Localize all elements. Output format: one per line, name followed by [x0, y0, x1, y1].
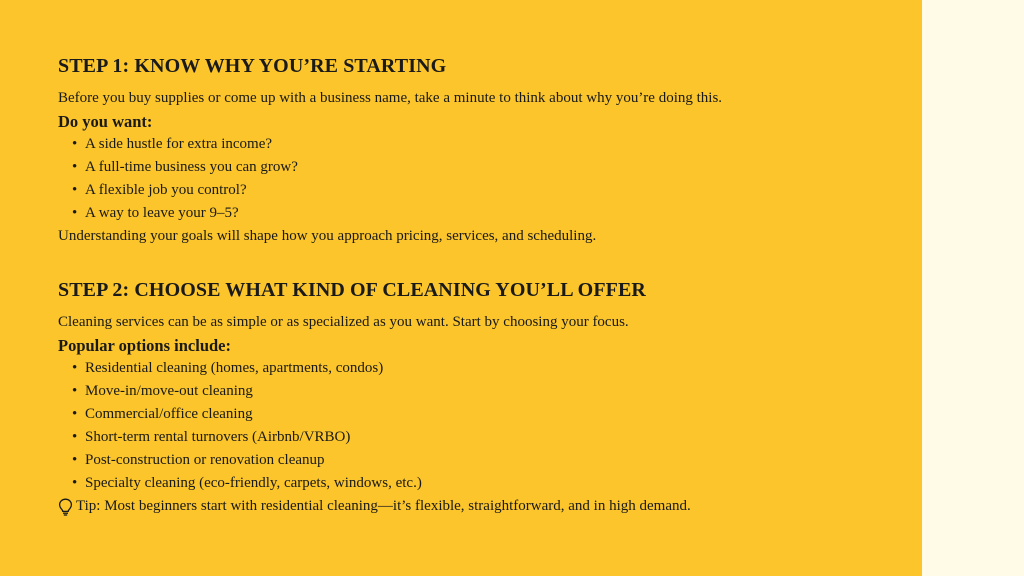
list-item: • Post-construction or renovation cleanup [58, 449, 908, 472]
lightbulb-icon [58, 498, 73, 516]
step1-subhead: Do you want: [58, 112, 153, 131]
bullet-icon: • [72, 383, 78, 399]
step1-list [58, 133, 908, 225]
list-item: • Residential cleaning (homes, apartments, condos) [58, 357, 908, 380]
step2-intro: Cleaning services can be as simple or as specialized as you want. Start by choosing your focus. [58, 314, 629, 330]
list-item: • A way to leave your 9–5? [58, 202, 908, 225]
step1-outro: Understanding your goals will shape how you approach pricing, services, and scheduling. [58, 228, 597, 244]
step2-list [58, 357, 908, 495]
list-item: • Move-in/move-out cleaning [58, 380, 908, 403]
list-item: • Commercial/office cleaning [58, 403, 908, 426]
step2-subhead: Popular options include: [58, 336, 231, 355]
list-item: • A full-time business you can grow? [58, 156, 908, 179]
bullet-icon: • [72, 452, 78, 468]
list-item: • A flexible job you control? [58, 179, 908, 202]
bullet-icon: • [72, 429, 78, 445]
right-margin-strip [922, 0, 1024, 576]
bullet-icon: • [72, 136, 78, 152]
step2-heading: STEP 2: CHOOSE WHAT KIND OF CLEANING YOU’LL OFFER [58, 279, 646, 301]
bullet-icon: • [72, 182, 78, 198]
list-item: • A side hustle for extra income? [58, 133, 908, 156]
bullet-icon: • [72, 475, 78, 491]
bullet-icon: • [72, 159, 78, 175]
section-gap [58, 248, 908, 276]
slide-content [58, 52, 908, 518]
bullet-icon: • [72, 406, 78, 422]
step1-intro: Before you buy supplies or come up with a business name, take a minute to think about why you’re doing this. [58, 90, 723, 106]
tip-text: Tip: Most beginners start with residential cleaning—it’s flexible, straightforward, and in high demand. [76, 498, 691, 514]
bullet-icon: • [72, 205, 78, 221]
list-item: • Short-term rental turnovers (Airbnb/VRBO) [58, 426, 908, 449]
bullet-icon: • [72, 360, 78, 376]
list-item: • Specialty cleaning (eco-friendly, carpets, windows, etc.) [58, 472, 908, 495]
tip-line [58, 495, 908, 518]
step1-heading: STEP 1: KNOW WHY YOU’RE STARTING [58, 55, 447, 77]
